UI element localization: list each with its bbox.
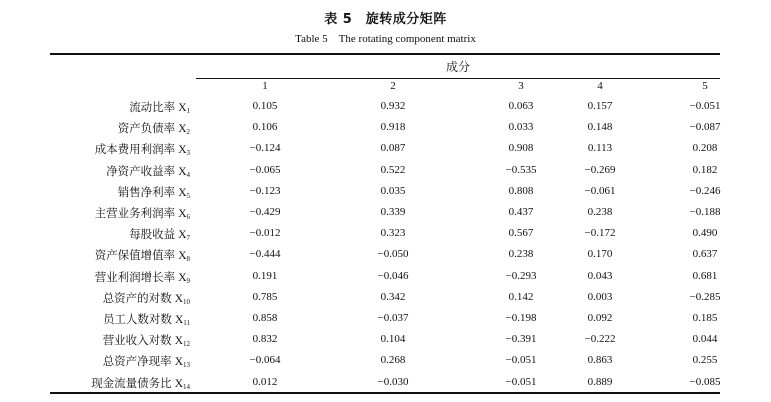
- table-row: [50, 329, 720, 350]
- table-cell: −0.123: [249, 184, 281, 197]
- column-header-5: 5: [702, 80, 708, 92]
- table-cell: 0.681: [692, 269, 718, 282]
- table-cell: −0.444: [249, 248, 281, 261]
- table-cell: −0.061: [584, 184, 616, 197]
- row-label: [50, 247, 190, 263]
- indicator-name: 净资产收益率: [106, 163, 176, 178]
- variable-subscript: 9: [186, 276, 190, 285]
- table-cell: 0.268: [380, 354, 406, 367]
- table-cell: 0.191: [252, 269, 278, 282]
- table-cell: −0.429: [249, 206, 281, 218]
- table-cell: −0.222: [584, 333, 616, 346]
- row-label: [50, 141, 190, 157]
- table-cell: 0.208: [692, 142, 718, 155]
- table-cell: 0.182: [692, 163, 718, 176]
- variable-symbol: X: [178, 165, 187, 178]
- table-cell: 0.323: [380, 227, 406, 240]
- table-cell: 0.567: [508, 227, 534, 240]
- table-cell: 0.113: [587, 142, 613, 155]
- table-cell: −0.065: [249, 163, 281, 176]
- header-rule: [196, 78, 720, 79]
- bottom-rule: [50, 392, 720, 394]
- row-label: [50, 163, 190, 179]
- table-cell: −0.198: [505, 312, 537, 324]
- table-cell: 0.238: [587, 206, 613, 218]
- variable-subscript: 11: [183, 319, 190, 327]
- table-cell: 0.918: [380, 121, 406, 134]
- variable-symbol: X: [178, 271, 187, 284]
- row-label: [50, 375, 190, 391]
- table-row: [50, 266, 720, 287]
- variable-symbol: X: [178, 208, 187, 220]
- variable-subscript: 7: [186, 234, 190, 243]
- indicator-name: 资产保值增值率: [94, 248, 176, 263]
- table-cell: 0.044: [692, 333, 718, 346]
- column-header-3: 3: [518, 80, 524, 92]
- table-row: [50, 202, 720, 223]
- group-header: 成分: [445, 60, 470, 74]
- variable-subscript: 12: [183, 340, 190, 349]
- indicator-name: 每股收益: [129, 227, 176, 242]
- indicator-name: 总资产的对数: [102, 290, 172, 305]
- indicator-name: 资产负债率: [117, 121, 176, 136]
- variable-subscript: 10: [183, 297, 190, 306]
- variable-symbol: X: [178, 186, 187, 199]
- table-cell: 0.105: [252, 100, 278, 112]
- table-cell: 0.185: [692, 312, 718, 324]
- table-cell: −0.051: [689, 100, 721, 112]
- table-cell: 0.238: [508, 248, 534, 261]
- table-cell: 0.637: [692, 248, 718, 261]
- indicator-name: 营业收入对数: [102, 333, 172, 348]
- variable-subscript: 13: [183, 361, 190, 370]
- table-cell: −0.535: [505, 163, 537, 176]
- variable-symbol: X: [174, 314, 184, 326]
- table-cell: 0.035: [380, 184, 406, 197]
- table-row: [50, 160, 720, 181]
- indicator-name: 营业利润增长率: [94, 269, 176, 284]
- table-cell: 0.003: [587, 290, 613, 303]
- table-cell: −0.037: [377, 312, 409, 324]
- table-cell: 0.063: [508, 100, 534, 112]
- table-cell: −0.124: [249, 142, 281, 155]
- table-cell: 0.148: [587, 121, 613, 134]
- table-row: [50, 308, 720, 329]
- table-row: [50, 96, 720, 117]
- table-cell: −0.051: [505, 354, 537, 367]
- row-label: [50, 184, 190, 200]
- top-rule: [50, 53, 720, 55]
- variable-symbol: X: [178, 102, 187, 114]
- variable-subscript: 3: [186, 149, 190, 158]
- variable-subscript: 1: [186, 107, 190, 115]
- table-cell: −0.050: [377, 248, 409, 261]
- row-label: [50, 353, 190, 369]
- table-row: [50, 223, 720, 244]
- table-cell: 0.863: [587, 354, 613, 367]
- table-cell: 0.832: [252, 333, 278, 346]
- table-row: [50, 372, 720, 393]
- table-cell: 0.142: [508, 290, 534, 303]
- table-cell: −0.085: [689, 375, 721, 388]
- table-cell: 0.255: [692, 354, 718, 367]
- table-cell: 0.437: [508, 206, 534, 218]
- table-cell: −0.246: [689, 184, 721, 197]
- table-cell: 0.012: [252, 375, 278, 388]
- table-cell: 0.932: [380, 100, 406, 112]
- table-cell: −0.285: [689, 290, 721, 303]
- variable-subscript: 2: [186, 128, 190, 137]
- indicator-name: 总资产净现率: [102, 354, 172, 369]
- table-title-chinese: 表 5 旋转成分矩阵: [324, 12, 447, 27]
- table-cell: −0.188: [689, 206, 721, 218]
- column-header-1: 1: [262, 80, 268, 92]
- table-row: [50, 138, 720, 159]
- table-cell: 0.033: [508, 121, 534, 134]
- table-row: [50, 350, 720, 371]
- table-cell: 0.342: [380, 290, 406, 303]
- indicator-name: 现金流量债务比: [91, 375, 172, 390]
- table-cell: −0.269: [584, 163, 616, 176]
- column-header-4: 4: [597, 80, 603, 92]
- table-cell: 0.785: [252, 290, 278, 303]
- indicator-name: 流动比率: [129, 100, 176, 114]
- table-cell: 0.889: [587, 375, 613, 388]
- variable-symbol: X: [178, 229, 187, 242]
- variable-subscript: 4: [186, 170, 190, 179]
- table-cell: 0.170: [587, 248, 613, 261]
- table-cell: −0.064: [249, 354, 281, 367]
- variable-subscript: 14: [183, 382, 190, 391]
- table-cell: −0.012: [249, 227, 281, 240]
- variable-subscript: 8: [186, 255, 190, 264]
- indicator-name: 主营业务利润率: [94, 206, 176, 220]
- table-row: [50, 117, 720, 138]
- table-cell: −0.391: [505, 333, 537, 346]
- variable-symbol: X: [178, 250, 187, 263]
- table-cell: 0.104: [380, 333, 406, 346]
- row-label: [50, 226, 190, 242]
- table-cell: 0.490: [692, 227, 718, 240]
- table-row: [50, 287, 720, 308]
- table-cell: 0.092: [587, 312, 613, 324]
- table-cell: −0.293: [505, 269, 537, 282]
- table-cell: 0.043: [587, 269, 613, 282]
- variable-symbol: X: [174, 356, 183, 369]
- variable-subscript: 5: [186, 191, 190, 200]
- row-label: [50, 99, 190, 115]
- row-label: [50, 269, 190, 285]
- table-cell: 0.908: [508, 142, 534, 155]
- table-cell: 0.106: [252, 121, 278, 134]
- indicator-name: 成本费用利润率: [94, 142, 176, 157]
- table-cell: 0.157: [587, 100, 613, 112]
- table-cell: −0.172: [584, 227, 616, 240]
- table-cell: 0.339: [380, 206, 406, 218]
- row-label: [50, 120, 190, 136]
- table-row: [50, 244, 720, 265]
- variable-symbol: X: [174, 377, 183, 390]
- table-cell: −0.087: [689, 121, 721, 134]
- row-label: [50, 205, 190, 221]
- table-cell: −0.046: [377, 269, 409, 282]
- variable-symbol: X: [178, 123, 187, 136]
- variable-symbol: X: [174, 335, 183, 348]
- table-row: [50, 181, 720, 202]
- table-cell: −0.030: [377, 375, 409, 388]
- table-cell: 0.522: [380, 163, 406, 176]
- variable-symbol: X: [178, 144, 187, 157]
- variable-symbol: X: [174, 292, 183, 305]
- table-cell: 0.087: [380, 142, 406, 155]
- table-cell: 0.808: [508, 184, 534, 197]
- table-cell: 0.858: [252, 312, 278, 324]
- table-cell: −0.051: [505, 375, 537, 388]
- row-label: [50, 290, 190, 306]
- row-label: [50, 332, 190, 348]
- indicator-name: 销售净利率: [117, 184, 176, 199]
- variable-subscript: 6: [186, 213, 190, 221]
- indicator-name: 员工人数对数: [102, 312, 172, 326]
- row-label: [50, 311, 190, 327]
- column-header-2: 2: [390, 80, 396, 92]
- table-title-english: Table 5 The rotating component matrix: [295, 33, 476, 45]
